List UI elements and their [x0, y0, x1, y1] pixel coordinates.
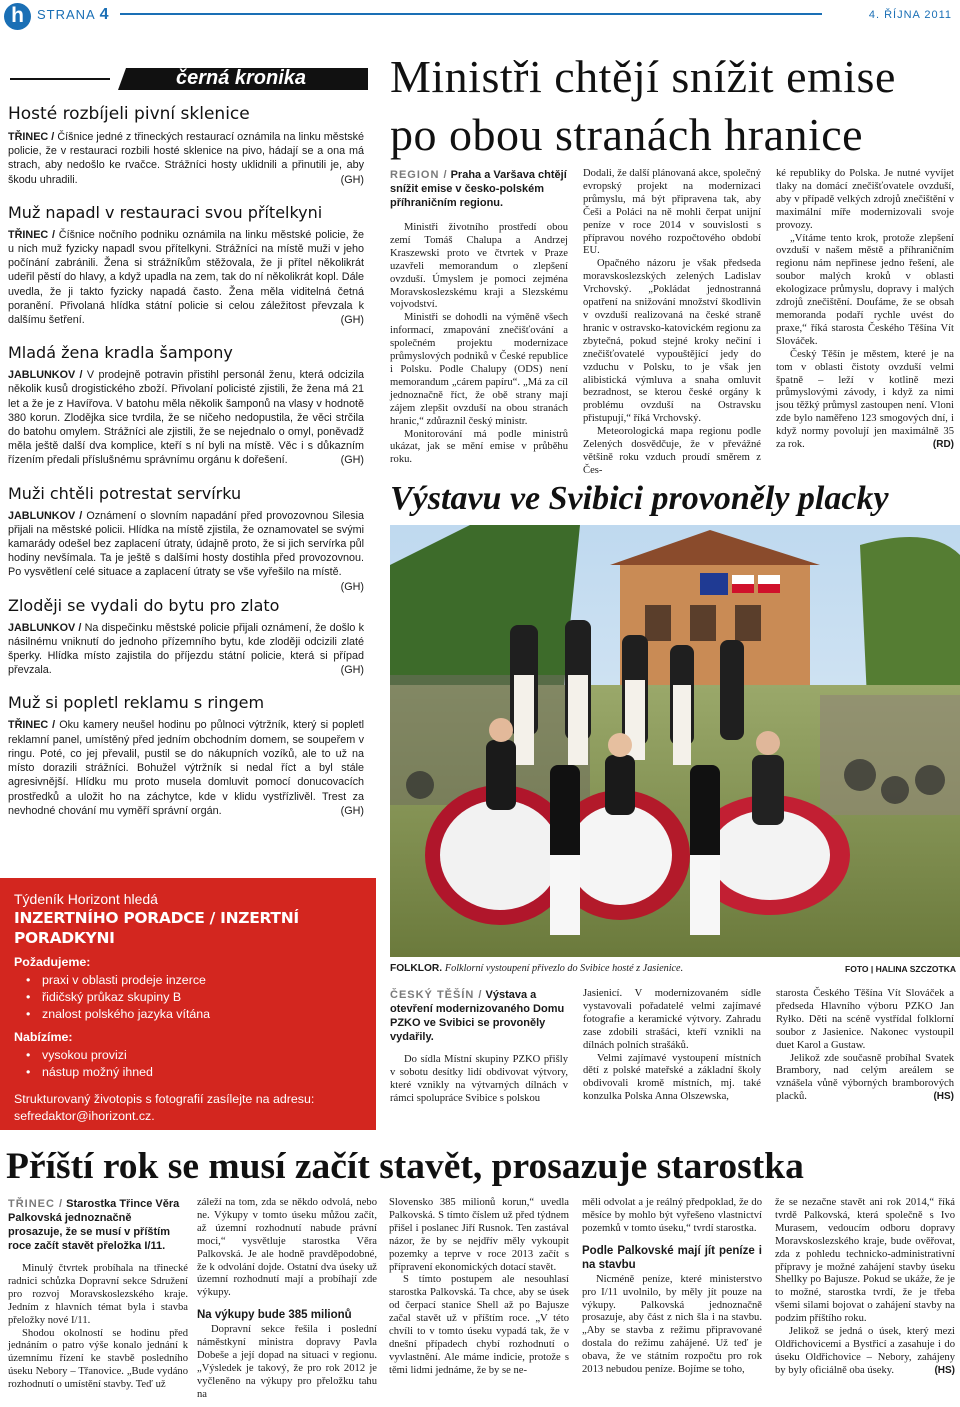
paragraph: ké republiky do Polska. Je nutné vyvíjet tlaky na domácí znečišťovatele ovzduší, aby v případě velkých zdrojů znečištění v maximální míře modernizovali svoje provozy.: [776, 168, 954, 231]
emise-lead: REGION / Praha a Varšava chtějí snížit emise v česko-polském příhraničním regionu.: [390, 169, 567, 209]
chronicle-item: [8, 483, 364, 593]
paragraph: starosta Českého Těšína Vít Slováček a předseda Hlavního výboru PZKO Jan Ryłko. Děti na scéně vystřídal folklorní soubor z Jasienice. Nakonec vystoupil duet Karol a Gustaw.: [776, 988, 954, 1051]
photo-caption: Folklorní vystoupení přivezlo do Svibice hosté z Jasienice.: [444, 963, 684, 974]
paragraph: Český Těšín je městem, které je na tom v oblasti čistoty ovzduší velmi špatně – leží v kotlině mezi průmyslovými závody, i když za nimi jsou těžký průmysl zastoupen není. Vloni zde bylo naměřeno 123 smogových dní, i když normy povolují jen maximálně 35 za rok. (RD): [776, 348, 954, 451]
trinec-col-1: [8, 1197, 188, 1392]
item-title: Hosté rozbíjeli pivní sklenice: [8, 104, 250, 124]
paragraph: „Vítáme tento krok, protože zlepšení ovzduší v našem městě a příhraničním regionu nám nepřinese jedno řešení, ale soubor malých kroků v oblasti ekologizace průmyslu, dopravy i malých zdrojů znečištění. Doufáme, že se obsah memoranda podaří rychle uvést do praxe,“ říká starosta Českého Těšína Vít Slováček.: [776, 232, 954, 347]
item-text: TŘINEC / Číšnice jedné z třineckých restaurací oznámila na linku městské policie, že v restauraci rozbili hosté sklenice na pivo, hádají se a ona má strach, aby nedošlo ke rvačce. Strážníci hosty uklidnili a přinutili je, aby škodu uhradili. (GH): [8, 131, 365, 186]
item-title: Muži chtěli potrestat servírku: [8, 483, 242, 503]
item-text: TŘINEC / Oku kamery neušel hodinu po půlnoci výtržník, který si popletl reklamní panel, umístěný před jedním obchodním domem, se soupeřem v ringu. Poté, co jej převalil, pustil se do nákupních vozíků, ale to už na místo dorazili strážníci. Bohužel výtržník si nedal říct a byl stále agresivnější. Hlídku mu proto musela domluvit pomocí donucovacích prostředků a uložit ho na záchytce, kde v klidu vystřízlivěl. Trest za nevhodné chování mu vyměří správní orgán. (GH): [8, 719, 364, 817]
header-rule: [120, 13, 822, 15]
paragraph: Dodali, že další plánovaná akce, společný evropský projekt na modernizaci průmyslu, má být připravena tak, aby Češi a Poláci na ně mohli čerpat unijní peníze v roce 2014 v souvislosti s přípravou nového rozpočtového období EU.: [583, 168, 761, 257]
trinec-col-5: [775, 1197, 955, 1378]
paragraph: Opačného názoru je však předseda moravskoslezských zelených Ladislav Vrchovský. „Pokládat jednostranná opatření na snižování množství škodlivin v ovzduší realizovaná na české straně hranic v ostravsko-katovickém regionu za zbytečná, pokud stejné kroky nečiní i znečišťovatelé vypouštějící jedy do vzduchu v Polsku, to je však jen alibistická výmluva a snaha omluvit bezradnost, se kterou české orgány k problému ovzduší na Ostravsku přistupují,“ říká Vrchovský.: [583, 258, 761, 425]
chronicle-item: [8, 693, 364, 817]
logo-letter: h: [11, 4, 24, 27]
paragraph: S tímto postupem ale nesouhlasí starostka Palkovská. Ta chce, aby se úsek od čerpací stanice Shell až po Bajusze začal stavět už v příštím roce. „V této chvíli to v tomto úseku vypadá tak, že v dnešní případech chybí rozhodnutí o vyvlastnění. Ale máme indicie, protože s těmi lidmi jednáme, že by se ne-: [389, 1274, 569, 1376]
issue-date: 4. ŘÍJNA 2011: [868, 9, 952, 21]
list-item: • řidičský průkaz skupiny B: [28, 989, 362, 1006]
trinec-col-2: [197, 1197, 377, 1402]
photo-caption-row: [390, 962, 956, 976]
paragraph: měli odvolat a je reálný předpoklad, že do měsíce by mohlo být vyřešeno vlastnictví pozemků v tomto úseku,“ tvrdí starostka.: [582, 1197, 762, 1234]
paragraph: Meteorologická mapa regionu podle Zelených dosvědčuje, že v převážné většině roku vzduch proudí směrem z Čes-: [583, 426, 761, 476]
vystava-headline: Výstavu ve Svibici provoněly placky: [390, 480, 889, 517]
paragraph: Jasienicí. V modernizovaném sídle vystavovali pořadatelé velmi zajímavé fotografie a keramické výtvory. Zahradu zase zdobili strašáci, kteří vznikli na dílnách polních strašáků.: [583, 988, 761, 1051]
list-item: • nástup možný ihned: [28, 1064, 362, 1081]
trinec-headline: Příští rok se musí začít stavět, prosazuje starostka: [6, 1146, 804, 1187]
caption-tag: FOLKLOR.: [390, 963, 443, 974]
list-item: • praxi v oblasti prodeje inzerce: [28, 972, 362, 989]
folklore-photo: [390, 525, 960, 957]
item-title: Muž napadl v restauraci svou přítelkyni: [8, 202, 323, 222]
black-chronicle: [8, 68, 364, 818]
trinec-col-3: [389, 1197, 569, 1378]
ad-footer: Strukturovaný životopis s fotografií zasílejte na adresu: sefredaktor@ihorizont.cz.: [14, 1091, 362, 1125]
chronicle-item: [8, 596, 364, 678]
ad-title-big: INZERTNÍHO PORADCE / INZERTNÍ PORADKYNI: [14, 909, 299, 947]
item-text: JABLUNKOV / Oznámení o slovním napadání před provozovnou Silesia přijali na městské policii. Hlídka na místě zjistila, že oznamovatel se svými kamarády odešel bez zaplacení útraty, údajně proto, že si jich servírka půl hodiny nevšímala. Ta je ještě s dalšími hosty dostihla před provozovnou. Po vysvětlení celé situace a zaplacení útraty se vše vyřešilo na místě. (GH): [8, 509, 364, 593]
requirements-label: Požadujeme:: [14, 955, 91, 969]
paragraph: Dopravní sekce řešila i poslední náměstkyní ministra dopravy Pavla Dobeše a její dopad na situaci v regionu. „Výsledek je takový, že pro rok 2012 je vyčleněno na výkupy pro přeložku tahu na: [197, 1324, 377, 1400]
item-title: Zloději se vydali do bytu pro zlato: [8, 595, 280, 615]
trinec-col-4: [582, 1197, 762, 1377]
paragraph: Minulý čtvrtek probíhala na třinecké radnici schůzka Dopravní sekce Sdružení pro rozvoj Moravskoslezského kraje. Jedním z hlavních témat byla i stavba přeložky nové I/11.: [8, 1263, 188, 1326]
subheading: Na výkupy bude 385 milionů: [197, 1309, 352, 1322]
ad-title-small: Týdeník Horizont hledá: [14, 891, 158, 907]
paragraph: Velmi zajímavé vystoupení místních dětí z polské mateřské a základní školy obdivovali kromě místních, mj. také konzulka Polska Anna Olszewska,: [583, 1052, 761, 1103]
offer-label: Nabízíme:: [14, 1030, 73, 1044]
chronicle-item: [8, 104, 364, 187]
item-text: JABLUNKOV / Na dispečinku městské policie přijali oznámení, že došlo k násilnému vniknutí do jednoho přízemního bytu, kde zloději odcizili zlaté šperky. Hlídka místo zajistila do příjezdu státní policie, která si případ převzala. (GH): [8, 621, 365, 677]
paragraph: záleží na tom, zda se někdo odvolá, nebo ne. Výkupy v tomto úseku můžou začít, až územní rozhodnutí nabude právní moci,“ vysvětluje starostka Věra Palkovská. Je ale hodně pravděpodobné, že k odvolání dojde. Ostatní dva úseky už územní rozhodnutí mají a probíhají zde výkupy.: [197, 1197, 377, 1299]
emise-col-3: [776, 168, 954, 452]
item-text: JABLUNKOV / V prodejně potravin přistihl personál ženu, která odcizila několik kusů drogistického zboží. Přivolaní policisté zjistili, že žena má 21 let a že je z Havířova. V batohu měla několik šamponů na vlasy v hodnotě 380 korun. Zlodějka sice tvrdila, že se ničeho nedopustila, že věci strčila do batohu omylem. Strážníci ale zjistili, že se nejednalo o omyl, poněvadž měla ještě další dva komplice, kteří s ní byli na místě. Věc i s důkazním řízením předali příslušnému správnímu orgánu k dořešení. (GH): [8, 369, 365, 467]
emise-headline: Ministři chtějí snížit emise po obou stranách hranice: [390, 51, 896, 160]
paragraph: Jelikož se jedná o úsek, který mezi Oldřichovicemi a Bystřicí a zasahuje i do úseku Oldřichovice – Nebory, zahájeny by byly oficiálně oba úseky. (HS): [775, 1326, 955, 1376]
list-item: • vysokou provizi: [28, 1047, 362, 1064]
emise-col-2: [583, 168, 761, 478]
trinec-lead: TŘINEC / Starostka Třince Věra Palkovská jednoznačně prosazuje, že se musí v příštím roce začít stavět přeložka I/11.: [8, 1198, 180, 1252]
item-text: TŘINEC / Číšnice nočního podniku oznámila na linku městské policie, že u nich muž fyzicky napadl svou přítelkyni. Strážníci na místě muži v jeho počínání zabránili. Žena si strážníkům stěžovala, že ji přítel několikrát udeřil pěstí do hlavy, a když upadla na zem, tak do ní několikrát kopl. Dále uvedla, že ji takto fyzicky napadá často. Žena měla viditelná četná poranění. Přivolaná hlídka státní policie si celou záležitost převzala k dalšímu šetření. (GH): [8, 228, 364, 327]
paragraph: Monitorování má podle ministrů ukázat, jak se mění emise v průběhu roku.: [390, 428, 568, 466]
list-item: • znalost polského jazyka vítána: [28, 1006, 362, 1023]
vystava-col-2: [583, 988, 761, 1104]
item-title: Mladá žena kradla šampony: [8, 343, 233, 363]
horizont-logo: [4, 3, 31, 30]
contact-email[interactable]: sefredaktor@ihorizont.cz.: [14, 1109, 155, 1123]
paragraph: Ministři životního prostředí obou zemí Tomáš Chalupa a Andrzej Kraszewski proto ve čtvrtek v Praze uzavřeli memorandum o zlepšení ovzduší. Úmyslem je pomoci zejména Moravskoslezskému kraji a Slezskému vojvodství.: [390, 222, 568, 311]
emise-col-1: [390, 168, 568, 467]
paragraph: že se nezačne stavět ani rok 2014,“ říká tvrdě Palkovská, která společně s Ivo Murasem, vedoucím odboru dopravy Moravskoslezského kraje, bude ověřovat, zda z pohledu technicko-administrativní přípravy je možné zahájení stavby úseku Shellky po Bajusze. Pokud se ukáže, že je to možné, starostka tvrdí, že je třeba všemi silami bojovat o zahájení stavby na podzim příštího roku.: [775, 1197, 955, 1325]
job-advert: [0, 878, 376, 1130]
paragraph: Ministři se dohodli na výměně všech informací, zmapování znečišťování a společném projektu modernizace průmyslových podniků v České republice i Polsku. Podle Chalupy (ODS) není memorandum „cárem papíru“. „Má za cíl jednoznačně říct, že obě strany mají zájem zlepšit ovzduší na obou stranách hranic,“ zdůraznil český ministr.: [390, 312, 568, 427]
vystava-col-1: [390, 988, 568, 1106]
chronicle-banner: [10, 68, 364, 90]
paragraph: Slovensko 385 milionů korun,“ uvedla Palkovská. S tímto číslem už před týdnem přišel i poslanec Jiří Rusnok. Ten zastával názor, že by se nejdřív měly vykoupit pozemky a teprve v roce 2013 začít s přípravení ekonomických dotací stavět.: [389, 1197, 569, 1273]
paragraph: Jelikož zde současně probíhal Svatek Brambory, nad celým areálem se vznášela vůně výborných bramborových placků. (HS): [776, 1052, 954, 1103]
chronicle-item: [8, 343, 364, 467]
item-title: Muž si popletl reklamu s ringem: [8, 693, 265, 713]
requirements-list: [14, 972, 362, 1023]
paragraph: Nicméně peníze, které ministerstvo pro I/11 uvolnilo, by měly jít pouze na výkupy. Palkovská jednoznačně prosazuje, aby část z nich šla i na stavbu. „Aby se stavba z režimu připravované dostala do režimu zahájené. Už teď je obava, že ve státním rozpočtu pro rok 2013 nebudou peníze. Bojíme se toho,: [582, 1273, 762, 1376]
paragraph: Do sídla Místní skupiny PZKO přišly v sobotu desítky lidí obdivovat výtvory, které vznikly na výtvarných dílnách v rámci spolupráce Svibice s polskou: [390, 1054, 568, 1104]
offer-list: [14, 1047, 362, 1081]
page-number: STRANA 4: [37, 6, 110, 23]
photo-credit: FOTO | HALINA SZCZOTKA: [845, 964, 956, 974]
chronicle-title: černá kronika: [175, 67, 307, 89]
chronicle-item: [8, 203, 364, 327]
page-header: [0, 0, 960, 32]
folklore-photo-graphic: [390, 525, 960, 957]
vystava-col-3: [776, 988, 954, 1104]
paragraph: Shodou okolností se hodinu před jednáním o patro výše konalo jednání k územnímu řízení ke stavbě posledního úseku Nebory – Třanovice. „Bude vydáno rozhodnutí o umístění stavby. Teď už: [8, 1327, 188, 1391]
vystava-lead: ČESKÝ TĚŠÍN / Výstava a otevření modernizovaného Domu PZKO ve Svibici se provoněly vydařily.: [390, 989, 565, 1043]
subheading: Podle Palkovské mají jít peníze i na stavbu: [582, 1244, 762, 1271]
